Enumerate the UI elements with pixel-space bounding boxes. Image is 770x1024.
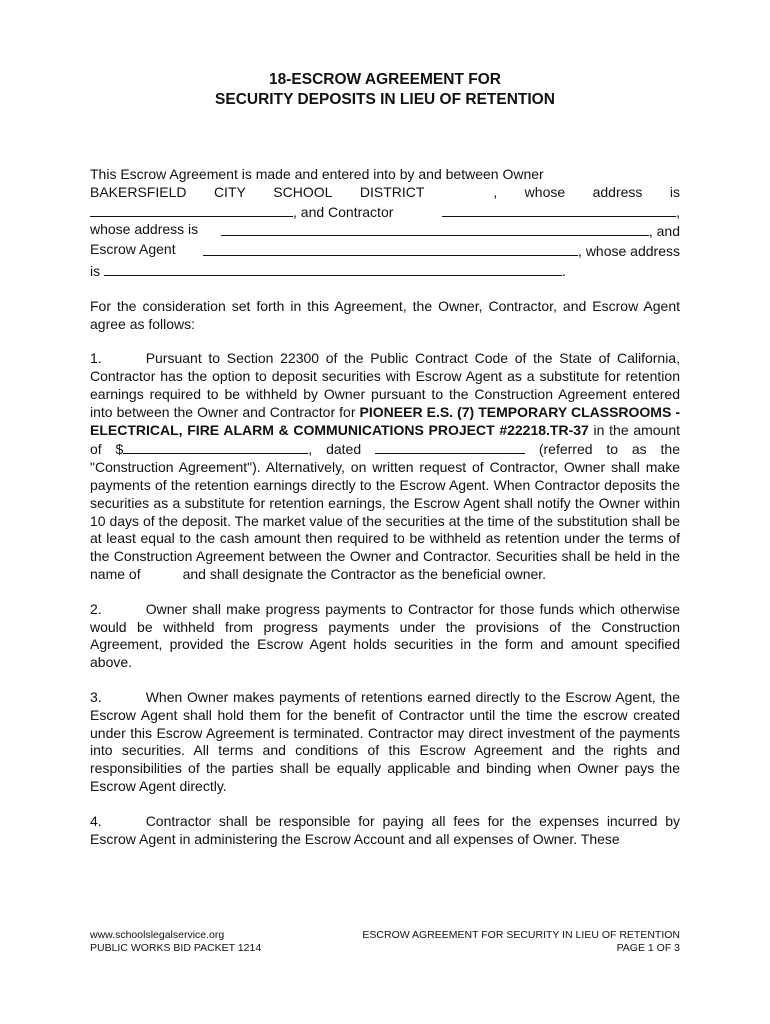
footer-right	[362, 929, 680, 955]
whose-address-label: , whose address	[578, 243, 680, 260]
paragraph-4-number: 4.	[90, 812, 102, 829]
contractor-address-blank[interactable]	[221, 221, 649, 236]
owner-address-blank[interactable]	[90, 202, 293, 217]
intro-line-1: This Escrow Agreement is made and entered into by and between Owner	[90, 166, 544, 182]
address-word: address	[592, 183, 643, 200]
owner-word-1: BAKERSFIELD	[90, 183, 187, 200]
and-label: , and	[648, 223, 680, 240]
intro-line-2	[90, 184, 680, 202]
paragraph-1-number: 1.	[90, 350, 102, 367]
intro-line-5	[90, 241, 680, 261]
paragraph-4	[90, 813, 680, 849]
whose-word: whose	[524, 183, 566, 200]
contractor-comma: ,	[676, 203, 680, 220]
intro-section	[90, 166, 680, 281]
paragraph-1-text-c: and shall designate the Contractor as the beneficial owner.	[182, 565, 547, 582]
intro-line-6	[90, 261, 680, 281]
paragraph-1	[90, 350, 680, 583]
paragraph-2-text: Owner shall make progress payments to Contractor for those funds which otherwise would be withheld from progress payments under the provisions of the Construction Agreement, provided the Escrow Agent holds securities in the form and amount specified above.	[90, 600, 680, 671]
consideration-paragraph: For the consideration set forth in this Agreement, the Owner, Contractor, and Escrow Agent agree as follows:	[90, 297, 680, 332]
whose-comma: ,	[493, 183, 498, 200]
paragraph-1-text-b: (referred to as the "Construction Agreement"). Alternatively, on written request of Contractor, Owner shall make payments of the retention earnings directly to the Escrow Agent. When Contractor deposits the securities as a substitute for retention earnings, the Escrow Agent shall notify the Owner within 10 days of the deposit. The market value of the securities at the time of the substitution shall be at least equal to the cash amount then required to be withheld as retention under the terms of the Construction Agreement between the Owner and Contractor. Securities shall be held in the name of	[90, 441, 680, 582]
escrow-agent-label: Escrow Agent	[90, 241, 176, 258]
contractor-name-blank[interactable]	[442, 202, 676, 217]
document-title	[90, 70, 680, 110]
amount-blank[interactable]	[123, 439, 308, 454]
paragraph-4-text: Contractor shall be responsible for paying all fees for the expenses incurred by Escrow Agent in administering the Escrow Account and all expenses of Owner. These	[90, 812, 680, 847]
project-name: PIONEER E.S. (7) TEMPORARY CLASSROOMS - ELECTRICAL, FIRE ALARM & COMMUNICATIONS PROJECT #22218.TR-37	[90, 403, 681, 438]
paragraph-3	[90, 689, 680, 796]
paragraph-3-number: 3.	[90, 688, 102, 705]
intro-period: .	[562, 262, 566, 279]
intro-line-4	[90, 221, 680, 241]
owner-word-4: DISTRICT	[359, 183, 425, 200]
whose-address-is-label: whose address is	[90, 221, 199, 238]
paragraph-1-text-a: Pursuant to Section 22300 of the Public Contract Code of the State of California, Contractor has the option to deposit securities with Escrow Agent as a substitute for retention earnings required to be withheld by Owner pursuant to the Construction Agreement entered into between the Owner and Contractor for	[90, 350, 680, 420]
footer-left	[90, 929, 261, 955]
date-blank[interactable]	[375, 439, 525, 454]
paragraph-2-number: 2.	[90, 600, 102, 617]
is-label: is	[90, 262, 101, 279]
footer-doc-title: ESCROW AGREEMENT FOR SECURITY IN LIEU OF RETENTION	[362, 929, 680, 941]
escrow-agent-blank[interactable]	[203, 241, 578, 256]
footer-packet: PUBLIC WORKS BID PACKET 1214	[90, 942, 262, 954]
paragraph-3-text: When Owner makes payments of retentions earned directly to the Escrow Agent, the Escrow Agent shall hold them for the benefit of Contractor until the time the escrow created under this Escrow Agreement is terminated. Contractor may direct investment of the payments into securities. All terms and conditions of this Escrow Agreement and the rights and responsibilities of the parties shall be equally applicable and binding when Owner pays the Escrow Agent directly.	[90, 688, 680, 794]
agreement-body	[90, 166, 680, 848]
escrow-address-blank[interactable]	[104, 261, 562, 276]
title-line-1: 18-ESCROW AGREEMENT FOR	[269, 71, 501, 88]
is-word: is	[669, 183, 680, 200]
owner-word-3: SCHOOL	[273, 183, 333, 200]
footer-page-number: PAGE 1 OF 3	[616, 942, 680, 954]
amount-label: in the amount of $	[90, 421, 681, 458]
owner-word-2: CITY	[213, 183, 246, 200]
intro-line-3	[90, 202, 680, 222]
title-line-2: SECURITY DEPOSITS IN LIEU OF RETENTION	[215, 91, 555, 108]
paragraph-2	[90, 601, 680, 672]
footer-website: www.schoolslegalservice.org	[90, 929, 225, 941]
and-contractor-label: , and Contractor	[293, 203, 394, 220]
dated-label: , dated	[308, 441, 362, 458]
